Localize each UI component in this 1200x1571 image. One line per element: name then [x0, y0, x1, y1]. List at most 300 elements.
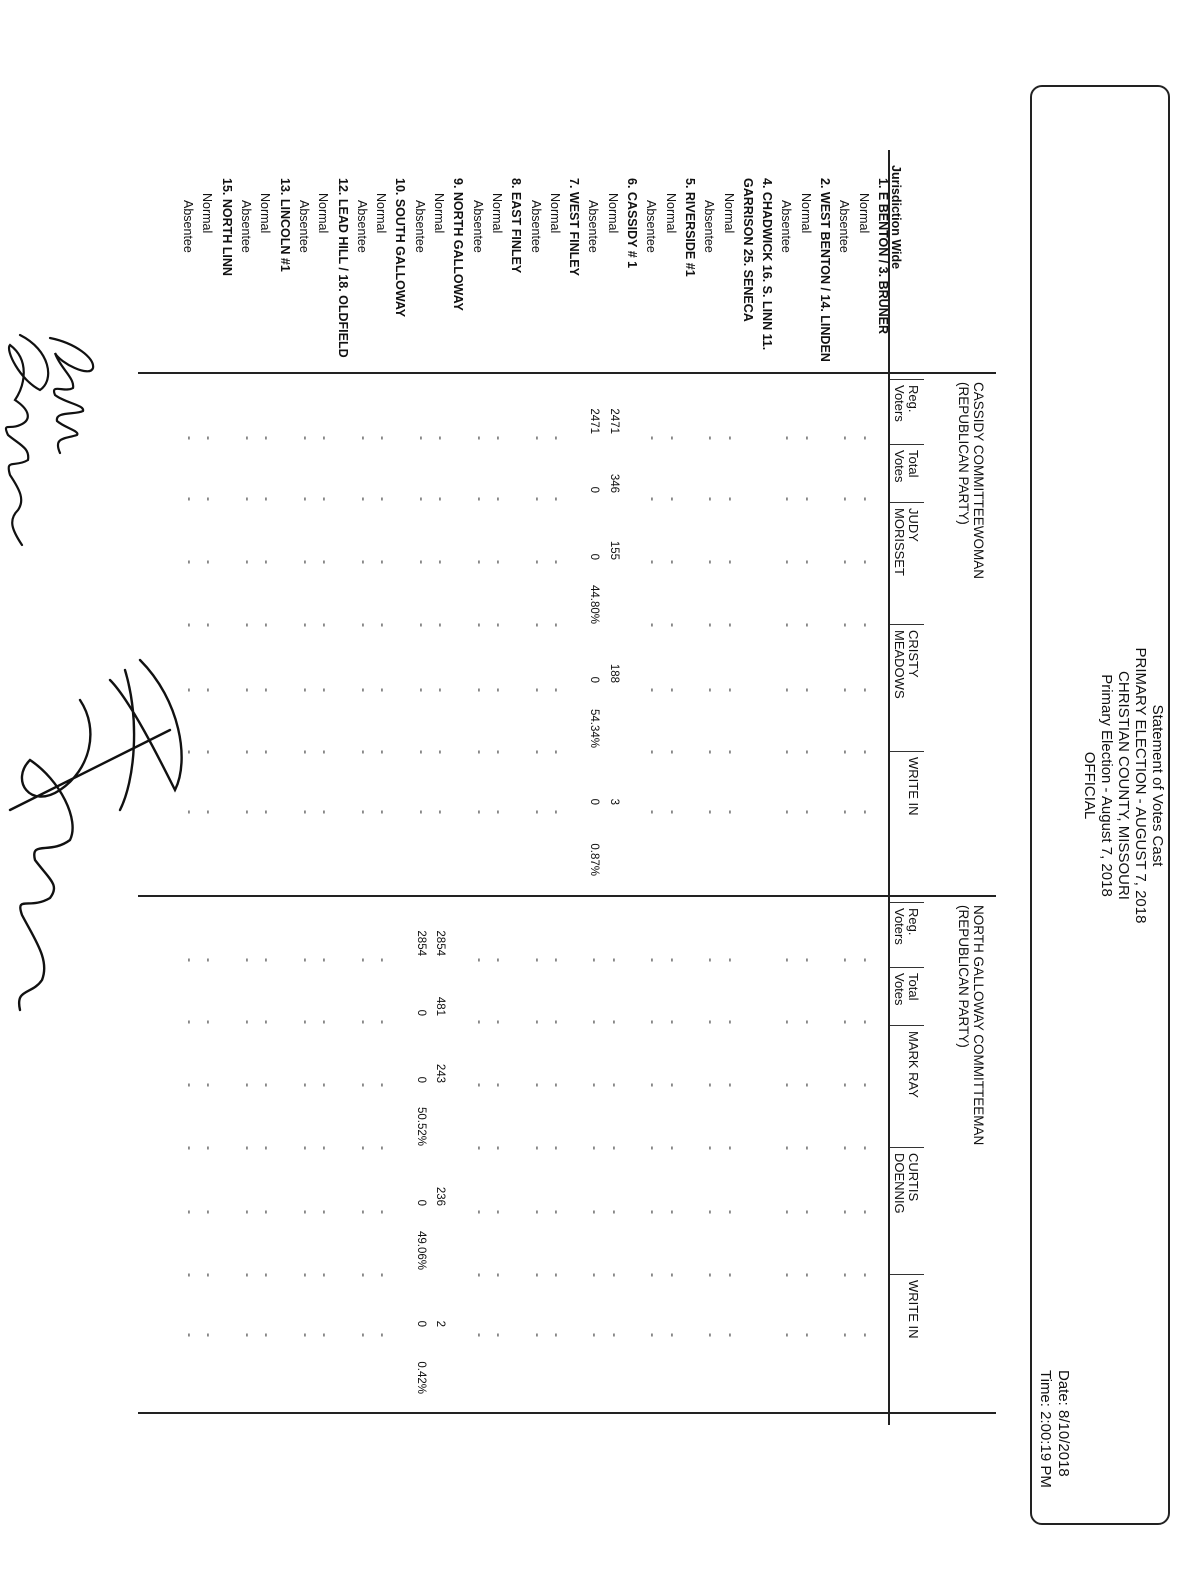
empty-cell-mark: -	[839, 436, 854, 440]
empty-cell-mark: -	[472, 1273, 487, 1277]
vote-percent: 0.42%	[414, 1361, 427, 1394]
empty-cell-mark: -	[549, 958, 564, 962]
empty-cell-mark: -	[376, 1333, 391, 1337]
empty-cell-mark: -	[588, 1020, 603, 1024]
empty-cell-mark: -	[492, 1146, 506, 1150]
empty-cell-mark: -	[260, 1273, 275, 1277]
empty-cell-mark: -	[549, 436, 564, 440]
empty-cell-mark: -	[318, 560, 333, 564]
vote-value: 481	[434, 996, 447, 1016]
empty-cell-mark: -	[781, 1210, 796, 1214]
column-header-divider	[890, 1147, 924, 1148]
empty-cell-mark: -	[704, 1210, 719, 1214]
empty-cell-mark: -	[839, 1333, 854, 1337]
empty-cell-mark: -	[549, 560, 564, 564]
title-line: PRIMARY ELECTION - AUGUST 7, 2018	[1132, 647, 1149, 924]
empty-cell-mark: -	[800, 436, 815, 440]
empty-cell-mark: -	[665, 958, 680, 962]
empty-cell-mark: -	[492, 623, 506, 627]
contest-title: (REPUBLICAN PARTY)	[956, 382, 971, 525]
jurisdiction-row-label: Absentee	[528, 200, 543, 253]
empty-cell-mark: -	[646, 1333, 661, 1337]
empty-cell-mark: -	[434, 560, 449, 564]
column-header: WRITE IN	[906, 1280, 921, 1339]
column-header: Voters	[892, 385, 907, 422]
empty-cell-mark: -	[376, 958, 391, 962]
empty-cell-mark: -	[858, 810, 873, 814]
empty-cell-mark: -	[646, 958, 661, 962]
empty-cell-mark: -	[299, 750, 313, 754]
empty-cell-mark: -	[376, 1146, 391, 1150]
vote-value: 346	[607, 473, 620, 493]
vote-value: 2471	[588, 408, 601, 434]
jurisdiction-row-label: Normal	[798, 193, 813, 234]
empty-cell-mark: -	[530, 810, 545, 814]
empty-cell-mark: -	[472, 1333, 487, 1337]
empty-cell-mark: -	[183, 1333, 198, 1337]
empty-cell-mark: -	[781, 497, 796, 501]
title-line: CHRISTIAN COUNTY, MISSOURI	[1115, 671, 1132, 900]
empty-cell-mark: -	[858, 1083, 873, 1087]
contest-title: NORTH GALLOWAY COMMITTEEMAN	[971, 905, 986, 1146]
empty-cell-mark: -	[376, 688, 391, 692]
jurisdiction-row-label: 13. LINCOLN #1	[277, 178, 292, 272]
empty-cell-mark: -	[183, 1020, 198, 1024]
empty-cell-mark: -	[839, 560, 854, 564]
report-date: Date: 8/10/2018	[1055, 1370, 1072, 1477]
empty-cell-mark: -	[356, 1020, 371, 1024]
empty-cell-mark: -	[800, 688, 815, 692]
empty-cell-mark: -	[434, 623, 449, 627]
empty-cell-mark: -	[646, 1210, 661, 1214]
empty-cell-mark: -	[414, 436, 429, 440]
title-line: Primary Election - August 7, 2018	[1098, 674, 1115, 897]
empty-cell-mark: -	[665, 1333, 680, 1337]
empty-cell-mark: -	[299, 958, 313, 962]
empty-cell-mark: -	[858, 750, 873, 754]
empty-cell-mark: -	[588, 1083, 603, 1087]
column-header-divider	[890, 902, 924, 903]
empty-cell-mark: -	[376, 1020, 391, 1024]
title-line: OFFICIAL	[1081, 751, 1098, 820]
empty-cell-mark: -	[781, 688, 796, 692]
empty-cell-mark: -	[646, 560, 661, 564]
empty-cell-mark: -	[839, 497, 854, 501]
empty-cell-mark: -	[202, 1273, 217, 1277]
empty-cell-mark: -	[800, 1210, 815, 1214]
column-header-divider	[890, 1025, 924, 1026]
empty-cell-mark: -	[704, 958, 719, 962]
empty-cell-mark: -	[549, 810, 564, 814]
vote-percent: 49.06%	[414, 1230, 427, 1270]
empty-cell-mark: -	[318, 1083, 333, 1087]
empty-cell-mark: -	[299, 1210, 313, 1214]
column-header: Reg.	[906, 908, 921, 936]
vote-percent: 0.87%	[588, 843, 601, 876]
empty-cell-mark: -	[318, 1210, 333, 1214]
empty-cell-mark: -	[839, 750, 854, 754]
jurisdiction-row-label: 12. LEAD HILL / 18. OLDFIELD	[335, 178, 350, 358]
empty-cell-mark: -	[434, 497, 449, 501]
empty-cell-mark: -	[646, 623, 661, 627]
title-line: Statement of Votes Cast	[1149, 704, 1166, 867]
empty-cell-mark: -	[183, 497, 198, 501]
column-header: CURTIS	[906, 1153, 921, 1202]
column-header: MARK RAY	[906, 1031, 921, 1098]
empty-cell-mark: -	[183, 750, 198, 754]
empty-cell-mark: -	[646, 1020, 661, 1024]
empty-cell-mark: -	[492, 1083, 506, 1087]
empty-cell-mark: -	[299, 1333, 313, 1337]
empty-cell-mark: -	[492, 1333, 506, 1337]
jurisdiction-row-label: 15. NORTH LINN	[219, 178, 234, 276]
report-time: Time: 2:00:19 PM	[1037, 1370, 1054, 1488]
column-header: DOENNIG	[892, 1153, 907, 1214]
empty-cell-mark: -	[356, 1146, 371, 1150]
empty-cell-mark: -	[202, 1146, 217, 1150]
empty-cell-mark: -	[588, 1333, 603, 1337]
empty-cell-mark: -	[202, 497, 217, 501]
empty-cell-mark: -	[781, 958, 796, 962]
empty-cell-mark: -	[723, 1210, 738, 1214]
empty-cell-mark: -	[492, 1210, 506, 1214]
jurisdiction-row-label: 6. CASSIDY # 1	[625, 178, 640, 269]
empty-cell-mark: -	[800, 623, 815, 627]
jurisdiction-row-label: Absentee	[586, 200, 601, 253]
empty-cell-mark: -	[356, 1083, 371, 1087]
empty-cell-mark: -	[260, 1083, 275, 1087]
jurisdiction-row-label: Normal	[721, 193, 736, 234]
empty-cell-mark: -	[723, 1273, 738, 1277]
empty-cell-mark: -	[299, 688, 313, 692]
empty-cell-mark: -	[472, 560, 487, 564]
empty-cell-mark: -	[800, 1146, 815, 1150]
empty-cell-mark: -	[704, 560, 719, 564]
empty-cell-mark: -	[549, 750, 564, 754]
empty-cell-mark: -	[299, 497, 313, 501]
empty-cell-mark: -	[414, 810, 429, 814]
empty-cell-mark: -	[665, 1020, 680, 1024]
empty-cell-mark: -	[530, 1273, 545, 1277]
empty-cell-mark: -	[472, 623, 487, 627]
vote-value: 0	[588, 798, 601, 805]
empty-cell-mark: -	[318, 810, 333, 814]
empty-cell-mark: -	[318, 1333, 333, 1337]
empty-cell-mark: -	[723, 958, 738, 962]
empty-cell-mark: -	[472, 750, 487, 754]
vote-value: 3	[607, 798, 620, 805]
empty-cell-mark: -	[800, 810, 815, 814]
vote-value: 188	[607, 663, 620, 683]
empty-cell-mark: -	[607, 1146, 622, 1150]
empty-cell-mark: -	[665, 688, 680, 692]
vote-value: 236	[434, 1186, 447, 1206]
empty-cell-mark: -	[202, 436, 217, 440]
empty-cell-mark: -	[704, 1333, 719, 1337]
empty-cell-mark: -	[839, 623, 854, 627]
empty-cell-mark: -	[607, 1020, 622, 1024]
empty-cell-mark: -	[549, 1333, 564, 1337]
empty-cell-mark: -	[202, 1020, 217, 1024]
empty-cell-mark: -	[781, 1020, 796, 1024]
contest-title: (REPUBLICAN PARTY)	[956, 905, 971, 1048]
column-header-divider	[890, 502, 924, 503]
column-header: MORISSET	[892, 508, 907, 576]
jurisdiction-row-label: Absentee	[239, 200, 254, 253]
empty-cell-mark: -	[241, 1273, 256, 1277]
empty-cell-mark: -	[472, 1210, 487, 1214]
vote-percent: 54.34%	[588, 708, 601, 748]
empty-cell-mark: -	[299, 623, 313, 627]
empty-cell-mark: -	[665, 1146, 680, 1150]
empty-cell-mark: -	[549, 1210, 564, 1214]
empty-cell-mark: -	[318, 623, 333, 627]
empty-cell-mark: -	[646, 810, 661, 814]
column-header-divider	[890, 1274, 924, 1275]
empty-cell-mark: -	[472, 1146, 487, 1150]
empty-cell-mark: -	[781, 1146, 796, 1150]
empty-cell-mark: -	[781, 623, 796, 627]
empty-cell-mark: -	[434, 750, 449, 754]
empty-cell-mark: -	[492, 688, 506, 692]
empty-cell-mark: -	[260, 497, 275, 501]
column-header: Total	[906, 450, 921, 478]
empty-cell-mark: -	[839, 1273, 854, 1277]
empty-cell-mark: -	[356, 623, 371, 627]
jurisdiction-row-label: Absentee	[470, 200, 485, 253]
empty-cell-mark: -	[839, 810, 854, 814]
empty-cell-mark: -	[260, 688, 275, 692]
column-header: WRITE IN	[906, 757, 921, 816]
empty-cell-mark: -	[492, 810, 506, 814]
empty-cell-mark: -	[202, 810, 217, 814]
vote-percent: 50.52%	[414, 1106, 427, 1146]
empty-cell-mark: -	[241, 1020, 256, 1024]
empty-cell-mark: -	[241, 1210, 256, 1214]
jurisdiction-row-label: 5. RIVERSIDE #1	[683, 178, 697, 277]
empty-cell-mark: -	[646, 436, 661, 440]
empty-cell-mark: -	[723, 436, 738, 440]
empty-cell-mark: -	[183, 560, 198, 564]
jurisdiction-row-label: 2. WEST BENTON / 14. LINDEN	[818, 178, 833, 362]
empty-cell-mark: -	[434, 436, 449, 440]
empty-cell-mark: -	[356, 958, 371, 962]
empty-cell-mark: -	[607, 1083, 622, 1087]
empty-cell-mark: -	[549, 497, 564, 501]
empty-cell-mark: -	[549, 1273, 564, 1277]
column-header: Total	[906, 973, 921, 1001]
jurisdiction-row-label: 10. SOUTH GALLOWAY	[393, 178, 408, 318]
empty-cell-mark: -	[858, 560, 873, 564]
empty-cell-mark: -	[665, 436, 680, 440]
vote-percent: 44.80%	[588, 584, 601, 624]
empty-cell-mark: -	[723, 560, 738, 564]
empty-cell-mark: -	[241, 1083, 256, 1087]
jurisdiction-row-label: Normal	[258, 193, 273, 234]
empty-cell-mark: -	[781, 1333, 796, 1337]
empty-cell-mark: -	[858, 1273, 873, 1277]
column-header: Votes	[892, 973, 907, 1006]
empty-cell-mark: -	[472, 688, 487, 692]
empty-cell-mark: -	[530, 750, 545, 754]
empty-cell-mark: -	[858, 958, 873, 962]
empty-cell-mark: -	[800, 1083, 815, 1087]
empty-cell-mark: -	[549, 1020, 564, 1024]
jurisdiction-row-label: Normal	[663, 193, 678, 234]
vote-value: 155	[607, 540, 620, 560]
empty-cell-mark: -	[299, 1146, 313, 1150]
empty-cell-mark: -	[183, 1210, 198, 1214]
empty-cell-mark: -	[299, 810, 313, 814]
empty-cell-mark: -	[472, 1083, 487, 1087]
empty-cell-mark: -	[665, 1083, 680, 1087]
empty-cell-mark: -	[800, 1020, 815, 1024]
jurisdiction-row-label: Normal	[490, 193, 504, 234]
empty-cell-mark: -	[607, 958, 622, 962]
vote-value: 0	[414, 1009, 427, 1016]
empty-cell-mark: -	[376, 810, 391, 814]
empty-cell-mark: -	[260, 810, 275, 814]
empty-cell-mark: -	[549, 1146, 564, 1150]
empty-cell-mark: -	[530, 623, 545, 627]
empty-cell-mark: -	[839, 1210, 854, 1214]
jurisdiction-row-label: Normal	[374, 193, 389, 234]
empty-cell-mark: -	[723, 750, 738, 754]
jurisdiction-row-label: GARRISON 25. SENECA	[740, 178, 755, 322]
empty-cell-mark: -	[183, 1083, 198, 1087]
empty-cell-mark: -	[260, 1210, 275, 1214]
contest-title: CASSIDY COMMITTEEWOMAN	[971, 382, 986, 580]
empty-cell-mark: -	[665, 560, 680, 564]
vote-value: 2854	[414, 930, 427, 956]
empty-cell-mark: -	[414, 750, 429, 754]
table-header-rule	[888, 150, 890, 1425]
empty-cell-mark: -	[839, 1020, 854, 1024]
empty-cell-mark: -	[704, 1020, 719, 1024]
empty-cell-mark: -	[530, 497, 545, 501]
empty-cell-mark: -	[549, 1083, 564, 1087]
empty-cell-mark: -	[356, 810, 371, 814]
jurisdiction-header: Jurisdiction Wide	[889, 165, 903, 270]
empty-cell-mark: -	[665, 750, 680, 754]
empty-cell-mark: -	[299, 1020, 313, 1024]
jurisdiction-row-label: Absentee	[644, 200, 659, 253]
empty-cell-mark: -	[299, 1083, 313, 1087]
vote-value: 0	[588, 553, 601, 560]
empty-cell-mark: -	[202, 688, 217, 692]
column-header: Voters	[892, 908, 907, 945]
empty-cell-mark: -	[492, 560, 506, 564]
empty-cell-mark: -	[492, 436, 506, 440]
empty-cell-mark: -	[472, 1020, 487, 1024]
empty-cell-mark: -	[665, 1273, 680, 1277]
vote-value: 2854	[434, 930, 447, 956]
empty-cell-mark: -	[376, 436, 391, 440]
empty-cell-mark: -	[202, 623, 217, 627]
empty-cell-mark: -	[530, 1333, 545, 1337]
empty-cell-mark: -	[530, 1146, 545, 1150]
empty-cell-mark: -	[858, 623, 873, 627]
empty-cell-mark: -	[646, 1146, 661, 1150]
signature-ron	[0, 330, 60, 570]
empty-cell-mark: -	[183, 810, 198, 814]
vote-value: 2471	[607, 408, 620, 434]
empty-cell-mark: -	[588, 1273, 603, 1277]
empty-cell-mark: -	[492, 958, 506, 962]
empty-cell-mark: -	[260, 750, 275, 754]
empty-cell-mark: -	[318, 497, 333, 501]
empty-cell-mark: -	[781, 560, 796, 564]
column-header-divider	[890, 444, 924, 445]
column-header-divider	[890, 967, 924, 968]
jurisdiction-row-label: 1. E BENTON / 3. BRUNER	[876, 178, 890, 335]
empty-cell-mark: -	[646, 497, 661, 501]
empty-cell-mark: -	[704, 810, 719, 814]
empty-cell-mark: -	[588, 958, 603, 962]
empty-cell-mark: -	[472, 497, 487, 501]
empty-cell-mark: -	[723, 1146, 738, 1150]
empty-cell-mark: -	[260, 1020, 275, 1024]
empty-cell-mark: -	[781, 436, 796, 440]
empty-cell-mark: -	[800, 497, 815, 501]
jurisdiction-row-label: Normal	[432, 193, 447, 234]
empty-cell-mark: -	[414, 497, 429, 501]
empty-cell-mark: -	[607, 1210, 622, 1214]
empty-cell-mark: -	[646, 1083, 661, 1087]
empty-cell-mark: -	[376, 560, 391, 564]
empty-cell-mark: -	[704, 497, 719, 501]
empty-cell-mark: -	[800, 1333, 815, 1337]
empty-cell-mark: -	[858, 688, 873, 692]
empty-cell-mark: -	[704, 623, 719, 627]
empty-cell-mark: -	[723, 1083, 738, 1087]
empty-cell-mark: -	[241, 497, 256, 501]
contest-divider-right	[138, 1412, 996, 1414]
empty-cell-mark: -	[202, 1333, 217, 1337]
empty-cell-mark: -	[704, 688, 719, 692]
empty-cell-mark: -	[530, 560, 545, 564]
empty-cell-mark: -	[202, 1083, 217, 1087]
empty-cell-mark: -	[646, 1273, 661, 1277]
empty-cell-mark: -	[318, 1146, 333, 1150]
empty-cell-mark: -	[376, 497, 391, 501]
empty-cell-mark: -	[356, 1210, 371, 1214]
column-header-divider	[890, 624, 924, 625]
empty-cell-mark: -	[434, 810, 449, 814]
empty-cell-mark: -	[260, 1333, 275, 1337]
empty-cell-mark: -	[376, 750, 391, 754]
empty-cell-mark: -	[781, 1083, 796, 1087]
empty-cell-mark: -	[241, 958, 256, 962]
jurisdiction-row-label: Normal	[200, 193, 215, 234]
empty-cell-mark: -	[356, 688, 371, 692]
empty-cell-mark: -	[241, 560, 256, 564]
column-header-divider	[890, 751, 924, 752]
empty-cell-mark: -	[607, 1273, 622, 1277]
empty-cell-mark: -	[241, 623, 256, 627]
empty-cell-mark: -	[241, 436, 256, 440]
empty-cell-mark: -	[492, 750, 506, 754]
empty-cell-mark: -	[704, 1083, 719, 1087]
empty-cell-mark: -	[646, 750, 661, 754]
empty-cell-mark: -	[202, 560, 217, 564]
empty-cell-mark: -	[376, 623, 391, 627]
jurisdiction-row-label: 4. CHADWICK 16. S. LINN 11.	[760, 178, 775, 351]
empty-cell-mark: -	[356, 497, 371, 501]
empty-cell-mark: -	[318, 1273, 333, 1277]
empty-cell-mark: -	[414, 623, 429, 627]
jurisdiction-row-label: Normal	[547, 193, 562, 234]
